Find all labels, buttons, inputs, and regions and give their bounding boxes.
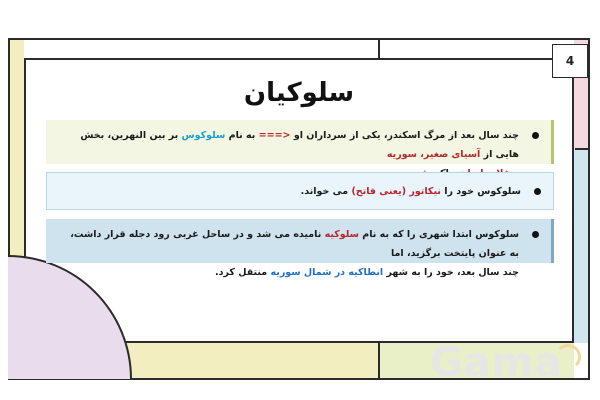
text-segment: چند سال بعد، خود را به شهر	[383, 267, 519, 278]
highlight-city: سلوکیه	[324, 229, 359, 240]
slide-title: سلوکیان	[243, 78, 355, 108]
bullet-line	[61, 182, 521, 201]
page-number: 4	[552, 44, 588, 78]
text-segment: بر بین النهرین، بخش هایی از	[80, 130, 519, 160]
bullet-line	[60, 263, 519, 282]
highlight-place: آسیای صغیر، سوریه	[386, 149, 481, 160]
text-segment: سلوکوس ابتدا شهری را که به نام	[358, 229, 519, 240]
right-band-divider	[575, 148, 588, 150]
bullet-line	[60, 225, 519, 263]
gama-watermark: Gama	[430, 340, 563, 386]
text-segment: منتقل کرد.	[214, 267, 271, 278]
bullet-dot-icon	[532, 231, 539, 238]
bullet-seleucus-rule	[46, 120, 554, 164]
highlight-name: سلوکوس	[181, 130, 226, 141]
bullet-dot-icon	[534, 188, 541, 195]
bullet-line	[60, 126, 519, 164]
highlight-city: انطاکیه در شمال سوریه	[270, 267, 384, 278]
text-segment: سلوکوس خود را	[440, 186, 521, 197]
watermark-arc-icon	[555, 344, 581, 370]
text-segment: نامیده می شد و در ساحل غربی رود دجله قرار داشت، به عنوان پایتخت برگزید، اما	[70, 229, 519, 259]
bullet-nicator	[46, 172, 554, 210]
text-segment: می خواند.	[300, 186, 352, 197]
arrow-marker: <===	[258, 130, 291, 141]
bullet-dot-icon	[532, 132, 539, 139]
text-segment: به نام	[225, 130, 259, 141]
highlight-title: نیکاتور (یعنی فاتح)	[351, 186, 441, 197]
right-blue-band	[574, 148, 588, 343]
bullet-capital	[46, 219, 554, 278]
text-segment: چند سال بعد از مرگ اسکندر، یکی از سرداران او	[290, 130, 519, 141]
